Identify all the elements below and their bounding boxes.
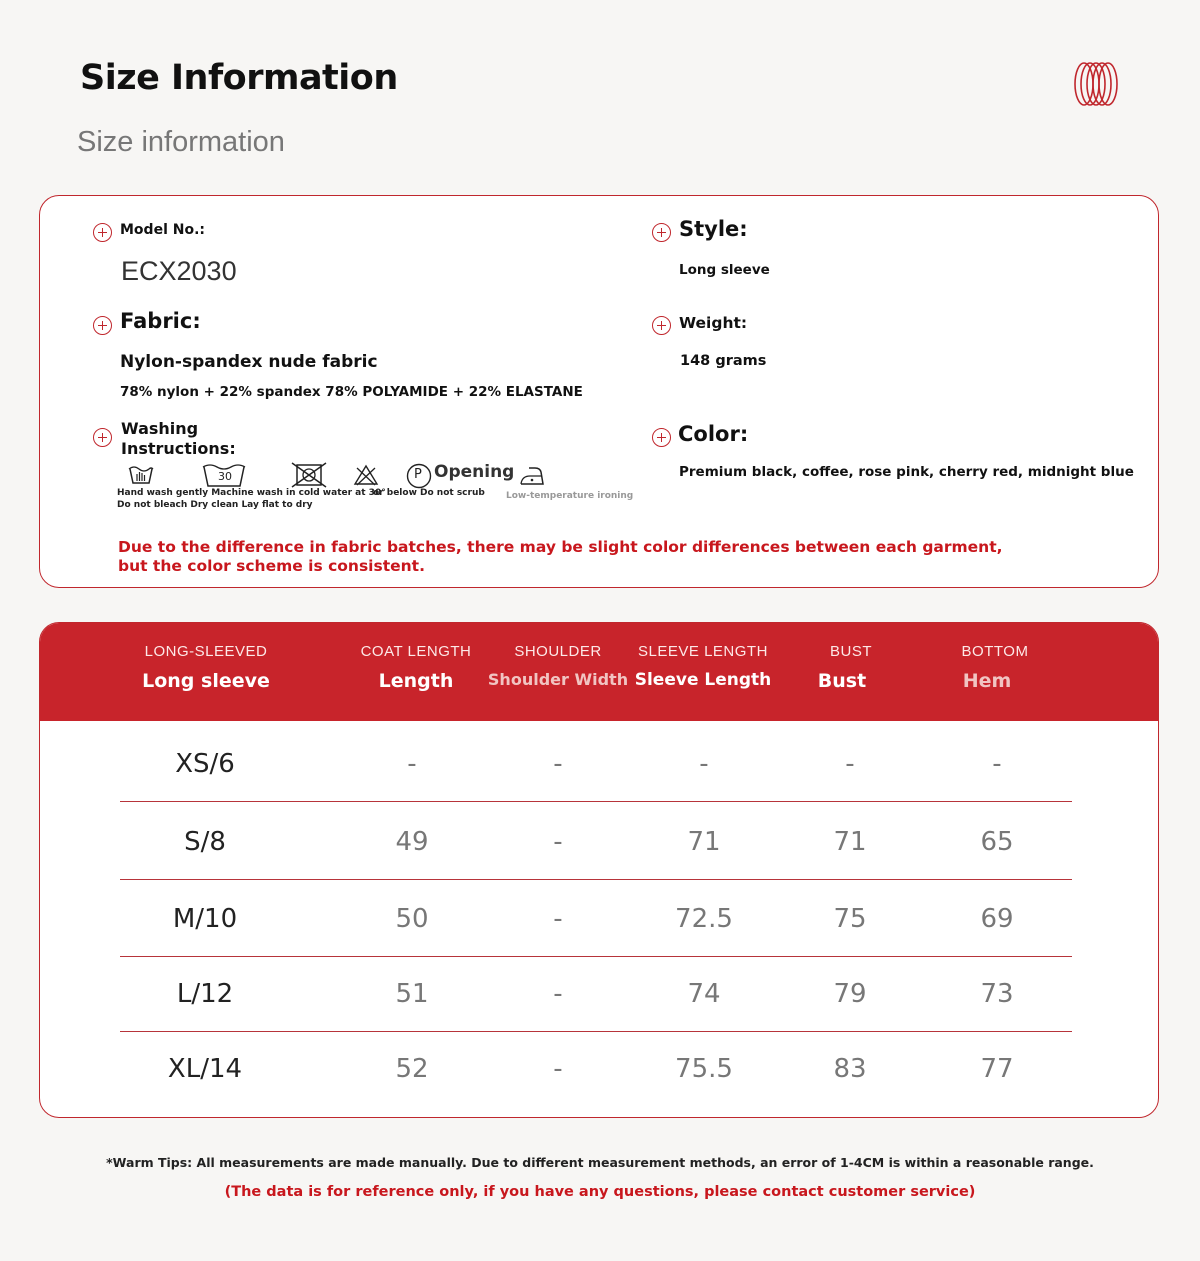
washing-label-1: Washing: [121, 419, 199, 438]
brand-logo-icon: [1072, 60, 1120, 108]
style-label: Style:: [679, 217, 748, 241]
size-table-header: [40, 623, 1158, 721]
iron-icon: [518, 464, 546, 488]
coat-length-cell: 50: [395, 904, 429, 934]
color-value: Premium black, coffee, rose pink, cherry red, midnight blue: [679, 464, 1134, 480]
style-value: Long sleeve: [679, 262, 770, 278]
plus-icon: [652, 316, 671, 335]
coat-length-cell: -: [407, 749, 417, 779]
size-cell: L/12: [176, 979, 234, 1009]
product-info-card: [39, 195, 1159, 588]
care-text-line-1b: or below Do not scrub: [373, 488, 485, 498]
sleeve-length-cell: 72.5: [675, 904, 733, 934]
bottom-cell: 77: [980, 1054, 1014, 1084]
fabric-label: Fabric:: [120, 309, 201, 333]
page-title: Size Information: [80, 58, 398, 98]
care-text-line-2: Do not bleach Dry clean Lay flat to dry: [117, 500, 313, 510]
bottom-cell: 73: [980, 979, 1014, 1009]
header-shoulder: SHOULDER Shoulder Width: [487, 643, 629, 689]
do-not-tumble-dry-icon: [291, 462, 327, 488]
color-difference-warning: [118, 538, 1003, 576]
sleeve-length-cell: 74: [687, 979, 721, 1009]
plus-icon: [652, 428, 671, 447]
header-coat-length: COAT LENGTH Length: [360, 643, 472, 692]
table-row: [120, 727, 1072, 802]
reference-note: (The data is for reference only, if you have any questions, please contact customer service): [224, 1184, 976, 1200]
bottom-cell: 65: [980, 827, 1014, 857]
coat-length-cell: 51: [395, 979, 429, 1009]
shoulder-cell: -: [553, 827, 563, 857]
shoulder-cell: -: [553, 904, 563, 934]
size-cell: XL/14: [167, 1054, 243, 1084]
bust-cell: 83: [833, 1054, 867, 1084]
weight-label: Weight:: [679, 314, 748, 332]
warm-tip: *Warm Tips: All measurements are made manually. Due to different measurement methods, an error of 1-4CM is within a reasonable range.: [106, 1155, 1094, 1170]
size-cell: XS/6: [175, 749, 235, 779]
warning-line-1: Due to the difference in fabric batches, there may be slight color differences between each garment,: [118, 538, 1003, 556]
plus-icon: [93, 223, 112, 242]
header-long-sleeved: LONG-SLEEVED Long sleeve: [142, 643, 270, 692]
plus-icon: [652, 223, 671, 242]
size-cell: M/10: [172, 904, 238, 934]
bust-cell: -: [845, 749, 855, 779]
page-subtitle: Size information: [77, 126, 285, 158]
shoulder-cell: -: [553, 979, 563, 1009]
bust-cell: 79: [833, 979, 867, 1009]
dry-clean-letter: P: [414, 467, 422, 482]
coat-length-cell: 52: [395, 1054, 429, 1084]
model-label: Model No.:: [120, 222, 205, 238]
sleeve-length-cell: 71: [687, 827, 721, 857]
color-label: Color:: [678, 422, 749, 446]
bottom-cell: -: [992, 749, 1002, 779]
shoulder-cell: -: [553, 1054, 563, 1084]
coat-length-cell: 49: [395, 827, 429, 857]
low-temp-iron-text: Low-temperature ironing: [506, 491, 634, 501]
fabric-value: Nylon-spandex nude fabric: [120, 352, 378, 372]
header-sleeve-length: SLEEVE LENGTH Sleeve Length: [634, 643, 772, 690]
warning-line-2: but the color scheme is consistent.: [118, 557, 425, 575]
hand-wash-icon: [128, 464, 154, 486]
do-not-bleach-icon: [353, 464, 379, 486]
bust-cell: 75: [833, 904, 867, 934]
fabric-detail: 78% nylon + 22% spandex 78% POLYAMIDE + 22% ELASTANE: [120, 384, 583, 400]
table-row: [120, 957, 1072, 1032]
plus-icon: [93, 316, 112, 335]
sleeve-length-cell: -: [699, 749, 709, 779]
size-cell: S/8: [184, 827, 226, 857]
header-bust: BUST Bust: [817, 643, 872, 692]
sleeve-length-cell: 75.5: [675, 1054, 733, 1084]
bust-cell: 71: [833, 827, 867, 857]
washing-label-2: Instructions:: [121, 439, 236, 458]
table-row: [120, 805, 1072, 880]
weight-value: 148 grams: [680, 353, 767, 369]
shoulder-cell: -: [553, 749, 563, 779]
plus-icon: [93, 428, 112, 447]
opening-label: Opening: [434, 462, 515, 482]
table-row: [120, 1032, 1072, 1107]
size-table: [39, 622, 1159, 1118]
model-value: ECX2030: [121, 256, 237, 286]
wash-temperature: 30: [218, 470, 232, 483]
care-text-line-1: Hand wash gently Machine wash in cold water at 30°: [117, 488, 386, 498]
table-row: [120, 882, 1072, 957]
bottom-cell: 69: [980, 904, 1014, 934]
header-bottom: BOTTOM Hem: [961, 643, 1029, 692]
